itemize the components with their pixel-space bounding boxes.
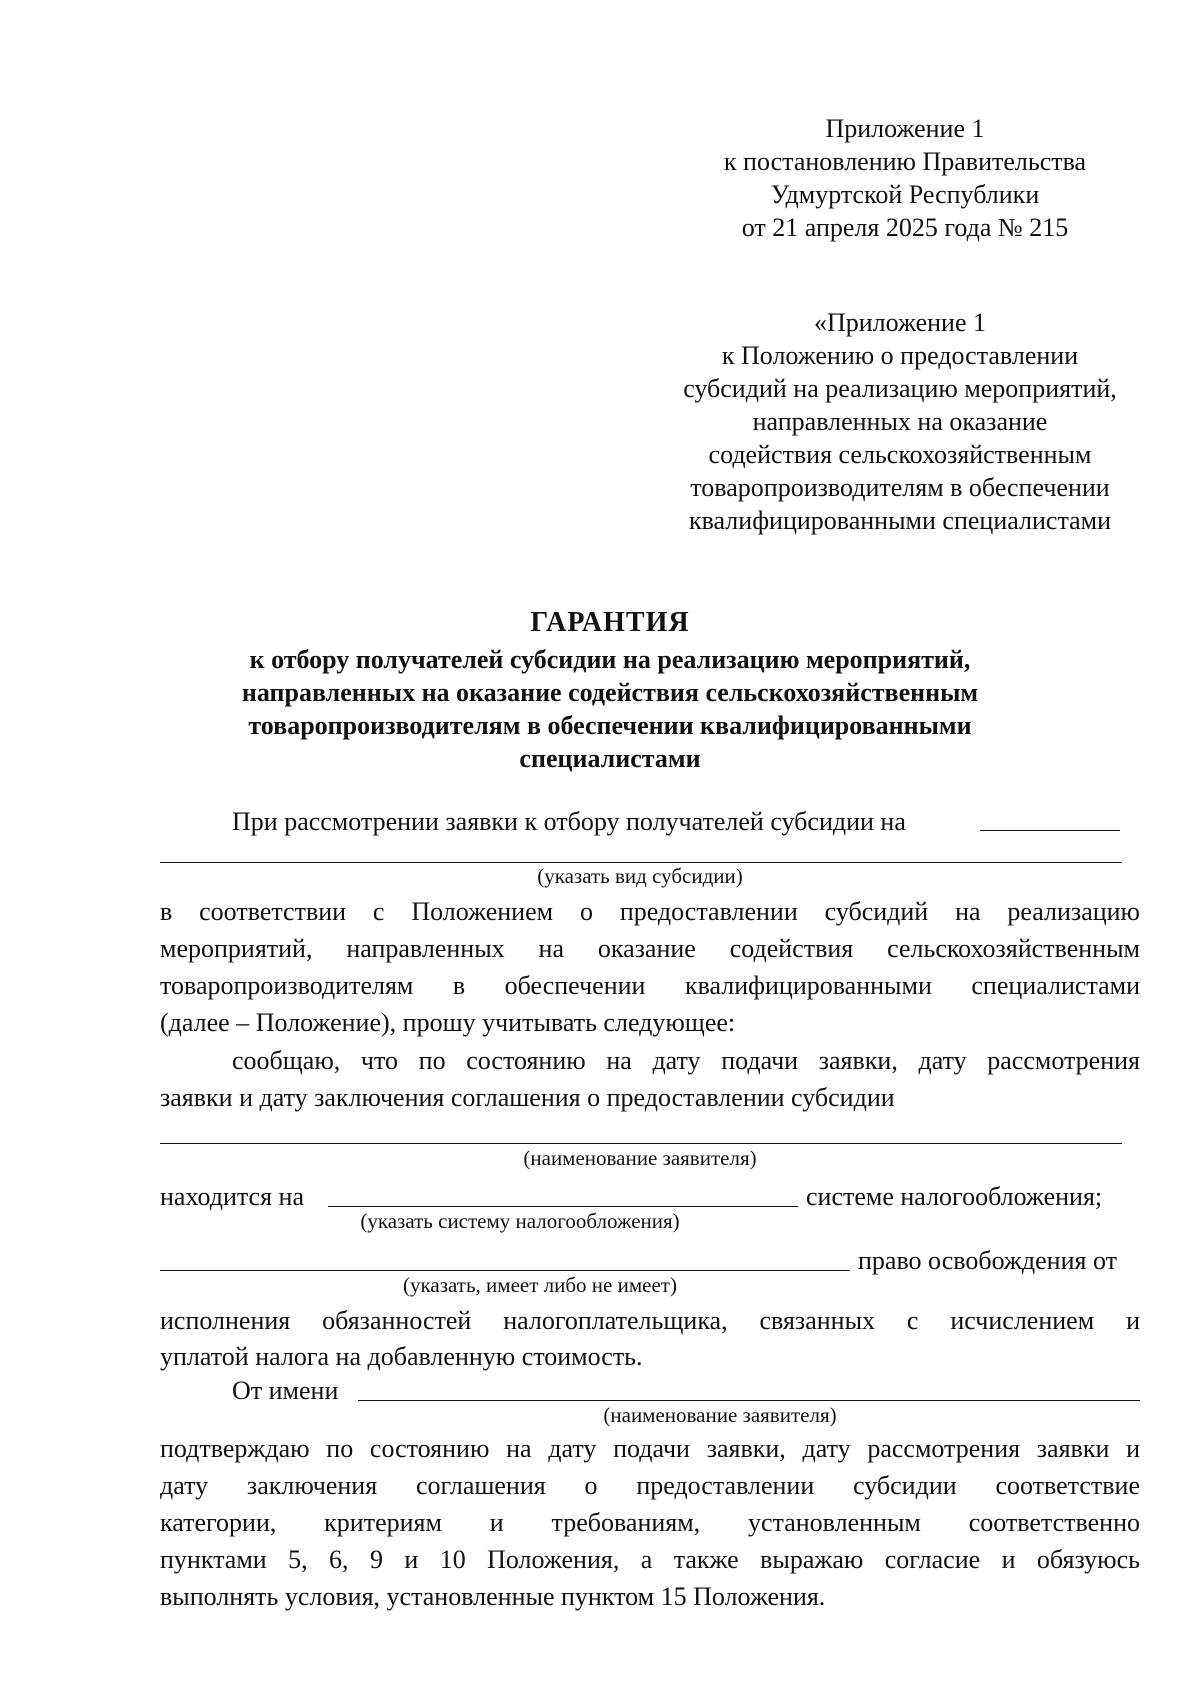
subsidy-type-blank-end (980, 830, 1120, 831)
document-title: ГАРАНТИЯ (530, 607, 690, 638)
appendix-line: Приложение 1 (825, 114, 985, 143)
appendix-line: к постановлению Правительства (723, 147, 1087, 176)
paragraph-4-line: категории, критериям и требованиям, установленным соответственно (160, 1508, 1140, 1537)
paragraph-2-line: заявки и дату заключения соглашения о предоставлении субсидии (160, 1083, 895, 1112)
appendix-line: к Положению о предоставлении (721, 341, 1079, 370)
appendix-line: направленных на оказание (752, 407, 1048, 436)
document-subtitle-line: специалистами (519, 744, 701, 773)
appendix-line: субсидий на реализацию мероприятий, (683, 374, 1117, 403)
subsidy-type-blank (160, 862, 1122, 863)
appendix-regulation-header (650, 306, 1150, 537)
applicant-name-blank (160, 1143, 1122, 1144)
exemption-status-blank (160, 1270, 850, 1271)
hint-applicant-name: (наименование заявителя) (523, 1146, 757, 1170)
document-subtitle-line: товаропроизводителям в обеспечении квалифицированными (248, 711, 972, 740)
paragraph-1-line: товаропроизводителям в обеспечении квалифицированными специалистами (160, 971, 1140, 1000)
on-behalf-of-text: От имени (232, 1376, 339, 1405)
appendix-line: товаропроизводителям в обеспечении (690, 473, 1110, 502)
tax-system-suffix: системе налогообложения; (806, 1182, 1103, 1211)
document-subtitle-line: к отбору получателей субсидии на реализацию мероприятий, (249, 645, 971, 674)
tax-system-blank (328, 1206, 798, 1207)
hint-has-or-not: (указать, имеет либо не имеет) (403, 1273, 677, 1297)
paragraph-4-line: дату заключения соглашения о предоставлении субсидии соответствие (160, 1471, 1140, 1500)
appendix-line: «Приложение 1 (813, 308, 987, 337)
paragraph-2-line: сообщаю, что по состоянию на дату подачи заявки, дату рассмотрения (232, 1046, 1140, 1075)
appendix-line: от 21 апреля 2025 года № 215 (741, 213, 1069, 242)
document-subtitle-line: направленных на оказание содействия сельскохозяйственным (241, 678, 979, 707)
hint-applicant-name-2: (наименование заявителя) (603, 1403, 837, 1427)
paragraph-1-line: в соответствии с Положением о предоставлении субсидий на реализацию (160, 897, 1140, 926)
paragraph-3-line: исполнения обязанностей налогоплательщика, связанных с исчислением и (160, 1306, 1140, 1335)
paragraph-3-line: уплатой налога на добавленную стоимость. (160, 1342, 643, 1371)
paragraph-1-line: (далее – Положение), прошу учитывать следующее: (160, 1008, 736, 1037)
applicant-name-blank-2 (358, 1400, 1140, 1401)
appendix-line: содействия сельскохозяйственным (708, 440, 1092, 469)
hint-subsidy-type: (указать вид субсидии) (537, 864, 743, 888)
appendix-line: Удмуртской Республики (770, 180, 1040, 209)
paragraph-4-line: выполнять условия, установленные пунктом 15 Положения. (160, 1582, 826, 1611)
paragraph-4-line: пунктами 5, 6, 9 и 10 Положения, а также выражаю согласие и обязуюсь (160, 1545, 1140, 1574)
appendix-resolution-header (690, 112, 1120, 244)
appendix-line: квалифицированными специалистами (688, 506, 1112, 535)
paragraph-4-line: подтверждаю по состоянию на дату подачи заявки, дату рассмотрения заявки и (160, 1434, 1140, 1463)
located-on-text: находится на (160, 1182, 304, 1211)
exemption-right-text: право освобождения от (858, 1246, 1117, 1275)
document-title-block (160, 603, 1060, 775)
paragraph-1-line: мероприятий, направленных на оказание содействия сельскохозяйственным (160, 934, 1140, 963)
hint-tax-system: (указать систему налогообложения) (360, 1209, 680, 1233)
intro-text: При рассмотрении заявки к отбору получателей субсидии на (232, 807, 906, 836)
